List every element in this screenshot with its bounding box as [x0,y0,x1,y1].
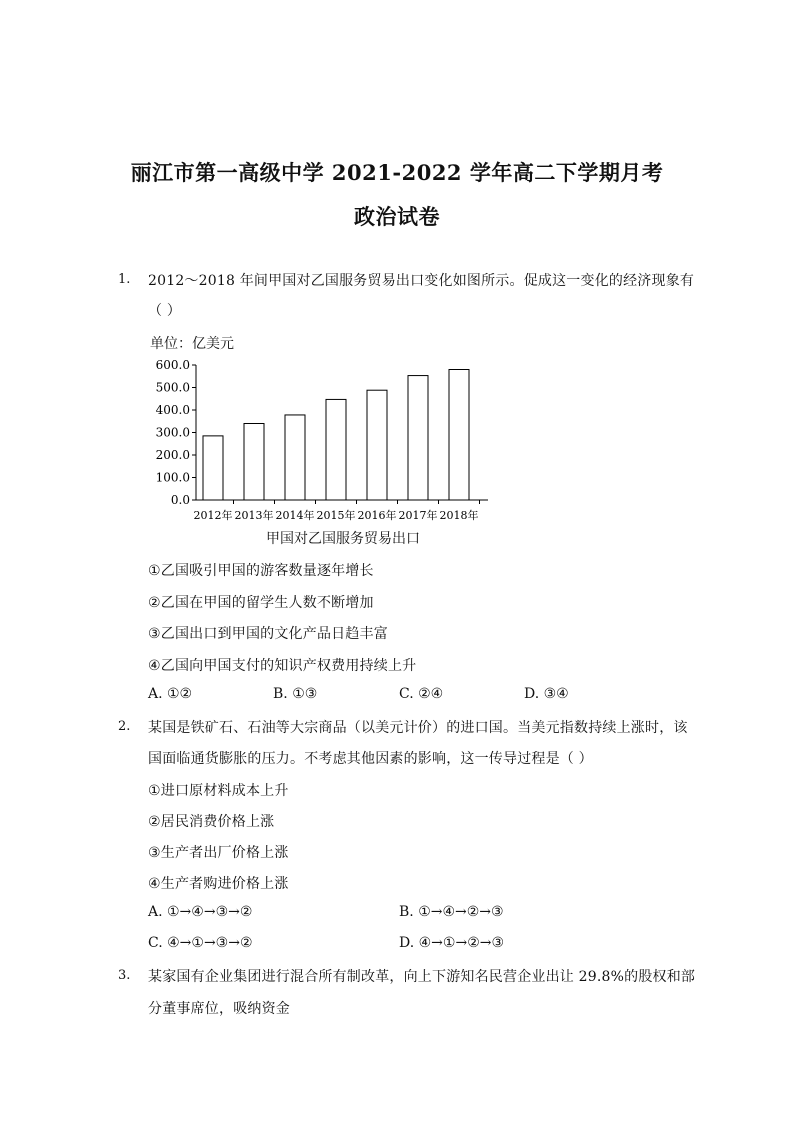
x-tick-label: 2016年 [357,509,397,522]
bar [244,424,264,501]
q1-option-c: C. ②④ [399,686,444,702]
q1-option-a: A. ①② [148,686,193,702]
y-tick-label: 300.0 [155,425,190,440]
question-1-blank: （ ） [148,303,182,319]
question-2-number: 2. [118,719,131,734]
y-tick-label: 500.0 [155,380,190,395]
chart-y-tick-labels [156,358,190,507]
question-2-stem-line2: 国面临通货膨胀的压力。不考虑其他因素的影响，这一传导过程是（ ） [148,751,593,767]
x-tick-label: 2013年 [234,509,274,522]
q2-option-b: B. ①→④→②→③ [399,904,504,920]
q2-item-1: ①进口原材料成本上升 [148,783,289,799]
bar [367,390,387,500]
q1-item-3: ③乙国出口到甲国的文化产品日趋丰富 [148,626,388,642]
q1-item-1: ①乙国吸引甲国的游客数量逐年增长 [148,563,374,579]
question-1-stem: 2012～2018 年间甲国对乙国服务贸易出口变化如图所示。促成这一变化的经济现象有 [148,273,695,289]
y-tick-label: 600.0 [155,358,190,372]
y-tick-label: 200.0 [155,448,190,462]
q2-item-4: ④生产者购进价格上涨 [148,876,289,892]
q2-item-2: ②居民消费价格上涨 [148,814,275,830]
question-3-number: 3. [118,968,131,983]
q1-option-b: B. ①③ [273,686,318,702]
question-3-stem-line2: 分董事席位，吸纳资金 [148,1001,290,1017]
x-tick-label: 2018年 [439,509,479,522]
q2-option-c: C. ④→①→③→② [148,935,253,951]
x-tick-label: 2012年 [193,509,233,522]
x-tick-label: 2017年 [398,509,438,522]
bar [408,376,428,500]
bar [285,415,305,500]
bar-chart [140,352,500,530]
q1-item-2: ②乙国在甲国的留学生人数不断增加 [148,595,374,611]
q2-option-d: D. ④→①→②→③ [399,935,505,951]
question-3-stem-line1: 某家国有企业集团进行混合所有制改革，向上下游知名民营企业出让 29.8%的股权和部 [148,969,696,985]
question-1-number: 1. [118,272,131,287]
chart-x-tick-labels [194,508,479,522]
q2-option-a: A. ①→④→③→② [148,904,253,920]
y-tick-label: 0.0 [170,493,190,507]
y-tick-label: 400.0 [155,403,190,417]
page-title: 丽江市第一高级中学 2021-2022 学年高二下学期月考 [130,160,664,185]
chart-bars [203,370,469,501]
bar [203,436,223,500]
q2-item-3: ③生产者出厂价格上涨 [148,845,289,861]
x-tick-label: 2015年 [316,509,356,522]
chart-unit-label: 单位：亿美元 [150,336,234,352]
bar [326,399,346,500]
bar [449,370,469,501]
question-2-stem-line1: 某国是铁矿石、石油等大宗商品（以美元计价）的进口国。当美元指数持续上涨时，该 [148,720,688,736]
chart-caption: 甲国对乙国服务贸易出口 [266,531,420,547]
y-tick-label: 100.0 [155,470,190,485]
q1-option-d: D. ③④ [524,686,569,702]
q1-item-4: ④乙国向甲国支付的知识产权费用持续上升 [148,658,417,674]
x-tick-label: 2014年 [275,509,315,522]
page-subtitle: 政治试卷 [354,204,440,229]
